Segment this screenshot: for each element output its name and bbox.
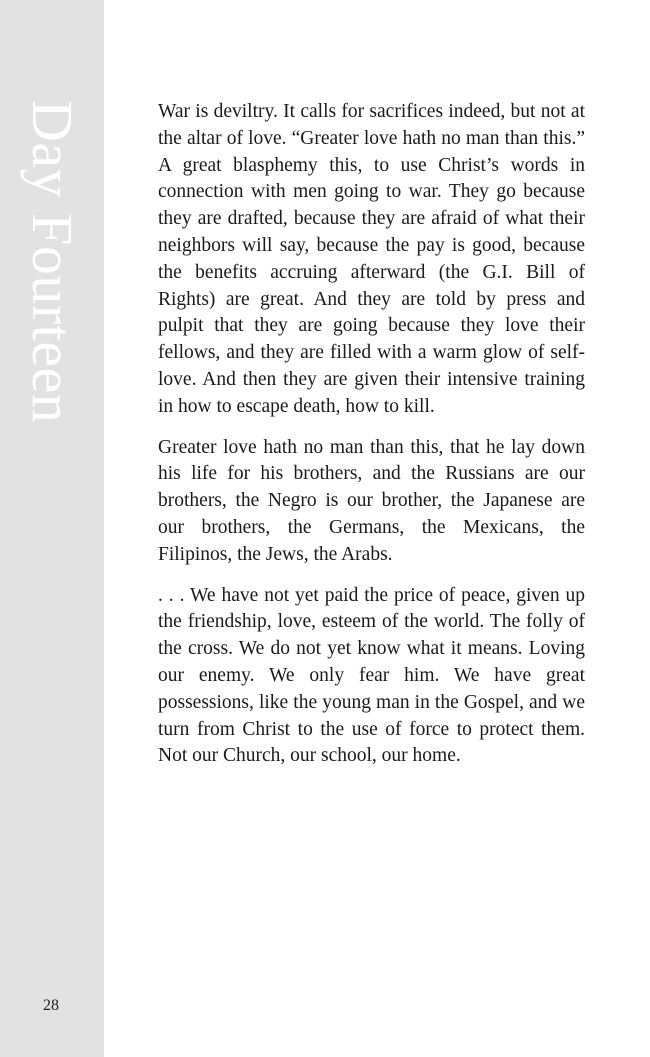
paragraph: . . . We have not yet paid the price of peace, given up the friendship, love, esteem of the world. The folly of the cross. We do not yet know what it means. Loving our enemy. We only fear him. We have great possessions, like the young man in the Gospel, and we turn from Christ to the use of force to protect them. Not our Church, our school, our home. (158, 584, 585, 767)
paragraph: Greater love hath no man than this, that he lay down his life for his brothers, and the Russians are our brothers, the Negro is our brother, the Japanese are our brothers, the Germans, the Mexicans, the Filipinos, the Jews, the Arabs. (158, 436, 585, 565)
page-number: 28 (43, 997, 59, 1014)
chapter-title: Day Fourteen (20, 100, 85, 424)
body-text (158, 99, 585, 784)
paragraph: War is deviltry. It calls for sacrifices indeed, but not at the altar of love. “Greater love hath no man than this.” A great blasphemy this, to use Christ’s words in connection with men going to war. They go because they are drafted, because they are afraid of what their neighbors will say, because the pay is good, because the benefits accruing afterward (the G.I. Bill of Rights) are great. And they are told by press and pulpit that they are going because they love their fellows, and they are filled with a warm glow of self-love. And then they are given their intensive training in how to escape death, how to kill. (158, 101, 585, 417)
chapter-sidebar (0, 0, 104, 1057)
